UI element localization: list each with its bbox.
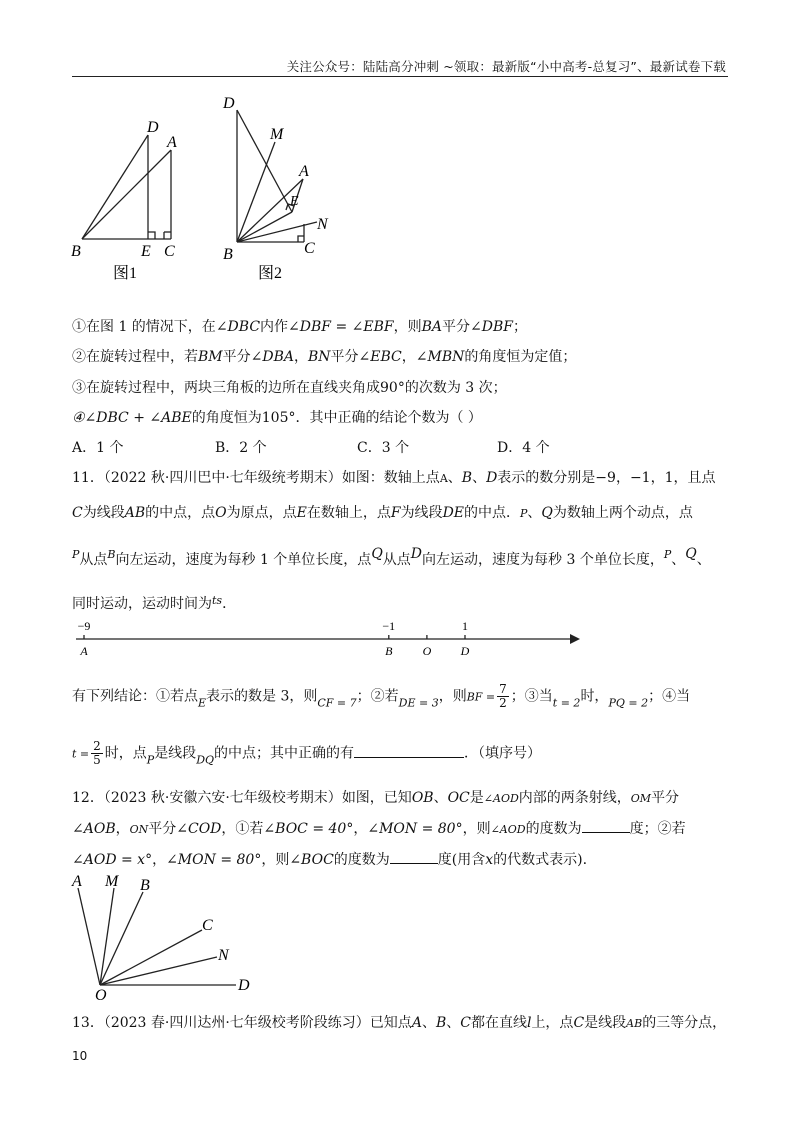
q11-answer-blank[interactable] [354,757,464,758]
figure-2 [220,92,340,292]
tick-label-o: O [422,644,432,658]
figure-3-angles [60,872,270,1002]
q10-option-c: C．3 个 [357,440,410,456]
tick-label-b: B [385,644,393,658]
fig2-label-m: M [270,126,284,143]
q10-option-a: A．1 个 [72,440,124,456]
fig1-label-c: C [164,243,175,260]
fig1-caption: 图1 [113,265,138,282]
fig3-label-c: C [202,917,213,934]
tick-label-d: D [460,644,470,658]
fraction-2-5: $\frac{2}{5}$ [93,739,101,767]
fig1-label-b: B [71,243,81,260]
fig3-label-a: A [72,873,82,890]
q10-statement-4: ④∠DBC + ∠ABE的角度恒为105°．其中正确的结论个数为（ ） [72,410,482,426]
number-line-arrow [570,634,580,644]
q10-statement-2: ②在旋转过程中，若BM平分∠DBA，BN平分∠EBC，∠MBN的角度恒为定值； [72,349,577,365]
fig1-label-d: D [147,119,159,136]
q11-conclusions-2: t = $\frac{2}{5}$ 时，点$_P$是线段$_{DQ}$的中点；其中正确的有 ．（填序号） [72,739,542,767]
figure-1 [68,110,198,295]
q12-line-2: ∠AOB，ON平分∠COD，①若∠BOC = 40°，∠MON = 80°，则∠AOD的度数为 度；②若 [72,821,686,837]
fig3-label-d: D [238,977,250,994]
fig3-label-o: O [95,987,107,1002]
tick-value-b: −1 [382,619,396,633]
q11-line-3: $^P$从点$^B$向左运动，速度为每秒 1 个单位长度，点Q从点D向左运动，速度为每秒 3 个单位长度，$^P$、Q、 [72,546,711,568]
tick-label-a: A [80,644,88,658]
tick-value-a: −9 [77,619,91,633]
fig2-label-a: A [299,163,309,180]
q10-statement-3: ③在旋转过程中，两块三角板的边所在直线夹角成90°的次数为 3 次； [72,380,507,396]
fig2-label-n: N [317,216,328,233]
q10-option-d: D．4 个 [497,440,550,456]
fig3-label-n: N [218,947,229,964]
header-rule [72,76,728,77]
fig2-label-c: C [304,240,315,257]
fig1-label-a: A [167,134,177,151]
q11-conclusions-1: 有下列结论：①若点$_E$表示的数是 3，则$_{CF = 7}$；②若$_{DE = 3}$，则BF = $\frac{7}{2}$ ；③当$_{t = 2}$时，$_{PQ = 2}$；④当 [72,682,691,710]
q10-statement-1: ①在图 1 的情况下，在∠DBC内作∠DBF = ∠EBF，则BA平分∠DBF； [72,319,527,335]
q12-answer-blank-1[interactable] [582,832,630,833]
fig2-label-e: E [290,194,299,209]
number-line [70,615,590,660]
q11-line-1: 11．（2022 秋·四川巴中·七年级统考期末）如图：数轴上点A、B、D表示的数分别是−9，−1，1，且点 [72,470,716,486]
page-number: 10 [72,1049,88,1063]
q12-line-3: ∠AOD = x°，∠MON = 80°，则∠BOC的度数为 度(用含x的代数式表示). [72,852,588,868]
fig3-label-m: M [105,873,119,890]
q10-option-b: B．2 个 [215,440,267,456]
fraction-7-2: $\frac{7}{2}$ [499,682,507,710]
q11-line-2: C为线段AB的中点，点O为原点，点E在数轴上，点F为线段DE的中点．P、Q为数轴上两个动点，点 [72,505,693,521]
q11-line-4: 同时运动，运动时间为$^{ts}$． [72,594,237,612]
fig2-label-d: D [223,95,235,112]
q12-line-1: 12．（2023 秋·安徽六安·七年级校考期末）如图，已知OB、OC是∠AOD内部的两条射线，OM平分 [72,790,680,806]
fig2-label-b: B [223,246,233,263]
q13-line-1: 13．（2023 春·四川达州·七年级校考阶段练习）已知点A、B、C都在直线l上，点C是线段AB的三等分点， [72,1015,727,1031]
fig3-label-b: B [140,877,150,894]
fig1-label-e: E [141,243,151,260]
page-header: 关注公众号：陆陆高分冲刺 ~领取：最新版“小中高考-总复习”、最新试卷下载 [286,59,726,74]
tick-value-d: 1 [462,619,468,633]
q12-answer-blank-2[interactable] [390,863,438,864]
fig2-caption: 图2 [258,265,283,282]
